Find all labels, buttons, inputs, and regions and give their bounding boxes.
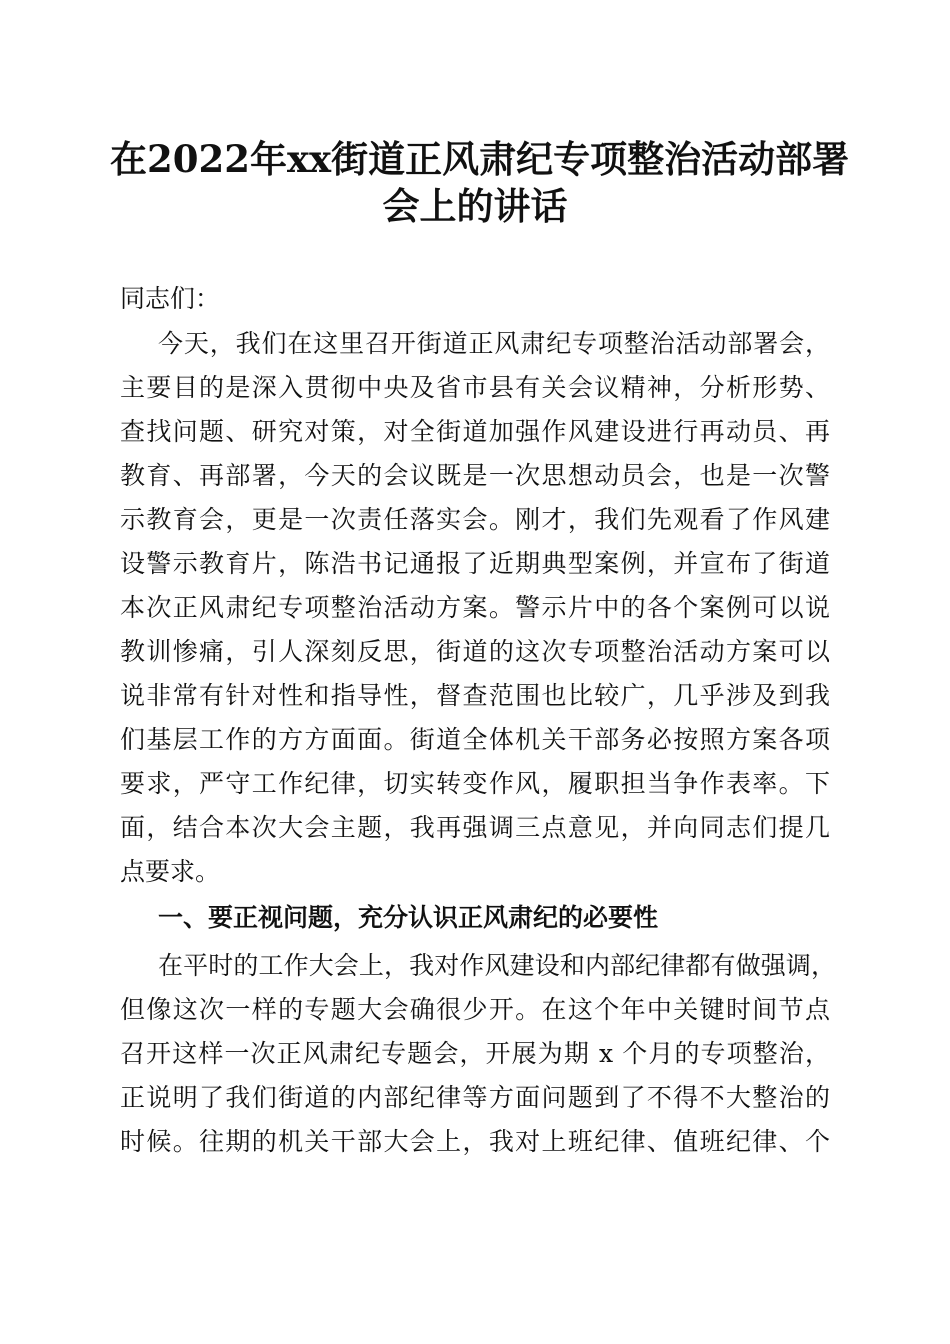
salutation: 同志们： bbox=[120, 284, 221, 313]
paragraph-2-line: 召开这样一次正风肃纪专题会，开展为期 x 个月的专项整治， bbox=[120, 1039, 830, 1068]
section-heading-1: 一、要正视问题，充分认识正风肃纪的必要性 bbox=[158, 903, 659, 932]
paragraph-1-line: 示教育会，更是一次责任落实会。刚才，我们先观看了作风建 bbox=[120, 505, 830, 534]
paragraph-1-line: 教育、再部署，今天的会议既是一次思想动员会，也是一次警 bbox=[120, 461, 830, 490]
paragraph-1-line: 教训惨痛，引人深刻反思，街道的这次专项整治活动方案可以 bbox=[120, 637, 830, 666]
paragraph-1-line: 面，结合本次大会主题，我再强调三点意见，并向同志们提几 bbox=[120, 813, 830, 842]
document-title-line-2: 会上的讲话 bbox=[382, 184, 568, 228]
paragraph-2-line: 正说明了我们街道的内部纪律等方面问题到了不得不大整治的 bbox=[120, 1083, 830, 1112]
paragraph-2-line: 时候。往期的机关干部大会上，我对上班纪律、值班纪律、个 bbox=[120, 1127, 830, 1156]
paragraph-2-line: 但像这次一样的专题大会确很少开。在这个年中关键时间节点 bbox=[120, 995, 830, 1024]
paragraph-1-line: 说非常有针对性和指导性，督查范围也比较广，几乎涉及到我 bbox=[120, 681, 830, 710]
paragraph-1-line: 要求，严守工作纪律，切实转变作风，履职担当争作表率。下 bbox=[120, 769, 830, 798]
document-title-line-1: 在2022年xx街道正风肃纪专项整治活动部署 bbox=[110, 137, 850, 181]
paragraph-2-line: 在平时的工作大会上，我对作风建设和内部纪律都有做强调， bbox=[158, 951, 836, 980]
paragraph-1-line: 查找问题、研究对策，对全街道加强作风建设进行再动员、再 bbox=[120, 417, 830, 446]
paragraph-1-line: 们基层工作的方方面面。街道全体机关干部务必按照方案各项 bbox=[120, 725, 830, 754]
paragraph-1-line: 点要求。 bbox=[120, 857, 221, 886]
paragraph-1-line: 设警示教育片，陈浩书记通报了近期典型案例，并宣布了街道 bbox=[120, 549, 830, 578]
paragraph-1-line: 本次正风肃纪专项整治活动方案。警示片中的各个案例可以说 bbox=[120, 593, 830, 622]
paragraph-1-line: 今天，我们在这里召开街道正风肃纪专项整治活动部署会， bbox=[158, 329, 830, 358]
paragraph-1-line: 主要目的是深入贯彻中央及省市县有关会议精神，分析形势、 bbox=[120, 373, 830, 402]
